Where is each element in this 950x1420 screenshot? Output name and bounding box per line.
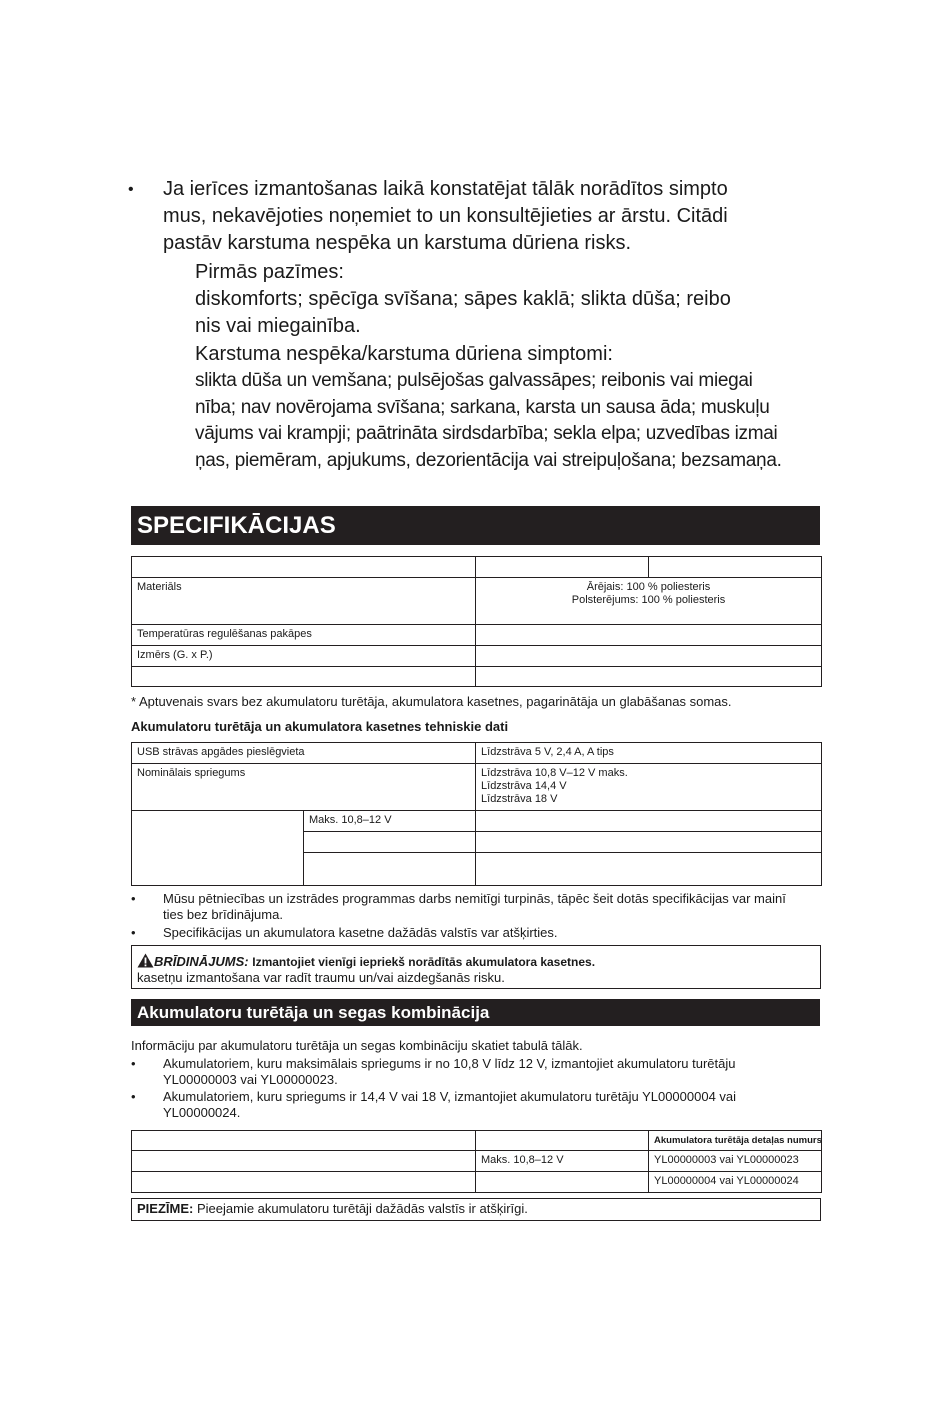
voltage-value-line: Līdzstrāva 10,8 V–12 V maks.: [481, 767, 628, 779]
intro-line: mus, nekavējoties noņemiet to un konsultējieties ar ārstu. Citādi: [163, 205, 728, 227]
table-cell: [132, 557, 476, 578]
table-row: [132, 1151, 822, 1172]
table-cell: [476, 667, 822, 687]
list-item-line: Akumulatoriem, kuru maksimālais spriegums ir no 10,8 V līdz 12 V, izmantojiet akumulatoru turētāju: [163, 1056, 736, 1071]
list-item-text: [163, 891, 821, 923]
first-signs-text: nis vai miegainība.: [195, 315, 361, 337]
table-cell: [132, 667, 476, 687]
weight-note: * Aptuvenais svars bez akumulatoru turētāja, akumulatora kasetnes, pagarinātāja un glabāšanas somas.: [131, 694, 732, 709]
bullet: •: [131, 925, 136, 940]
bullet: •: [131, 891, 136, 906]
table-row: [132, 1172, 822, 1193]
temp-label: Temperatūras regulēšanas pakāpes: [132, 625, 476, 646]
list-item: [131, 925, 821, 941]
table-row: [132, 743, 822, 764]
combo-table: [131, 1130, 822, 1193]
material-outer: Ārējais: 100 % poliesteris: [586, 581, 711, 593]
table-cell: [304, 832, 476, 853]
table-cell: [649, 557, 822, 578]
bullet: •: [131, 1056, 136, 1071]
symptoms-line: nība; nav novērojama svīšana; sarkana, karsta un sausa āda; muskuļu: [195, 396, 770, 418]
list-item-text: [163, 1089, 821, 1121]
table-row: [132, 764, 822, 811]
list-item-line: YL00000003 vai YL00000023.: [163, 1072, 338, 1087]
table-cell: [132, 1151, 476, 1172]
warning-text: kasetņu izmantošana var radīt traumu un/vai aizdegšanās risku.: [137, 970, 505, 985]
list-item-text: Specifikācijas un akumulatora kasetne dažādās valstīs var atšķirties.: [163, 925, 558, 940]
first-signs-text: diskomforts; spēcīga svīšana; sāpes kaklā; slikta dūša; reibo: [195, 288, 731, 310]
bullet: •: [131, 1089, 136, 1104]
table-cell: [476, 625, 822, 646]
voltage-label: Nominālais spriegums: [132, 764, 476, 811]
intro-paragraph: [163, 176, 823, 257]
symptoms-label: Karstuma nespēka/karstuma dūriena simptomi:: [195, 343, 613, 365]
list-item-line: Mūsu pētniecības un izstrādes programmas darbs nemitīgi turpinās, tāpēc šeit dotās specifikācijas var mainī: [163, 891, 786, 906]
material-value: [476, 578, 822, 625]
symptoms-text: [195, 368, 835, 474]
list-item: [131, 1089, 821, 1121]
table-row: [132, 646, 822, 667]
table-cell: [476, 646, 822, 667]
table-row: [132, 667, 822, 687]
table-cell: [476, 557, 649, 578]
list-item-line: ties bez brīdinājuma.: [163, 907, 283, 922]
list-item-line: Akumulatoriem, kuru spriegums ir 14,4 V vai 18 V, izmantojiet akumulatoru turētāju YL00000004 vai: [163, 1089, 737, 1104]
list-item-text: [163, 1056, 821, 1088]
table-row: [132, 557, 822, 578]
max-voltage-label: Maks. 10,8–12 V: [476, 1151, 649, 1172]
list-item: [131, 891, 821, 923]
symptoms-line: slikta dūša un vemšana; pulsējošas galvassāpes; reibonis vai miegai: [195, 370, 753, 391]
warning-label: BRĪDINĀJUMS:: [154, 954, 249, 969]
usb-value: Līdzstrāva 5 V, 2,4 A, A tips: [476, 743, 822, 764]
battery-table: [131, 742, 822, 886]
note-label: PIEZĪME:: [137, 1201, 194, 1216]
list-item-line: YL00000024.: [163, 1105, 241, 1120]
table-cell: [476, 853, 822, 886]
table-cell: [132, 1131, 476, 1151]
symptoms-line: vājums vai krampji; paātrināta sirdsdarbība; sekla elpa; uzvedības izmai: [195, 423, 778, 444]
table-cell: [476, 1131, 649, 1151]
table-cell: [476, 811, 822, 832]
warning-bold-text: Izmantojiet vienīgi iepriekš norādītās akumulatora kasetnes.: [252, 955, 596, 969]
table-row: [132, 578, 822, 625]
table-cell: [476, 1172, 649, 1193]
spec-table: [131, 556, 822, 687]
material-label: Materiāls: [132, 578, 476, 625]
usb-label: USB strāvas apgādes pieslēgvieta: [132, 743, 476, 764]
intro-line: pastāv karstuma nespēka un karstuma dūriena risks.: [163, 232, 631, 254]
combo-title: Akumulatoru turētāja un segas kombinācija: [131, 999, 820, 1026]
bullet: •: [128, 181, 134, 198]
voltage-value-line: Līdzstrāva 18 V: [481, 793, 558, 805]
table-cell: [476, 832, 822, 853]
voltage-value: [476, 764, 822, 811]
intro-line: Ja ierīces izmantošanas laikā konstatējat tālāk norādītos simpto: [163, 178, 728, 200]
table-row: [132, 1131, 822, 1151]
part-number: YL00000003 vai YL00000023: [649, 1151, 822, 1172]
table-cell: [132, 811, 304, 886]
table-cell: [304, 853, 476, 886]
note-line: [137, 1201, 528, 1217]
table-cell: [132, 1172, 476, 1193]
material-filling: Polsterējums: 100 % poliesteris: [571, 594, 726, 606]
battery-heading: Akumulatoru turētāja un akumulatora kasetnes tehniskie dati: [131, 719, 509, 734]
first-signs-label: Pirmās pazīmes:: [195, 261, 344, 283]
table-row: [132, 811, 822, 832]
max-voltage-label: Maks. 10,8–12 V: [304, 811, 476, 832]
part-number-header: Akumulatora turētāja detaļas numurs: [649, 1131, 822, 1151]
note-box: [131, 1198, 821, 1221]
list-item: [131, 1056, 821, 1088]
combo-intro: Informāciju par akumulatoru turētāja un segas kombināciju skatiet tabulā tālāk.: [131, 1038, 583, 1053]
part-number: YL00000004 vai YL00000024: [649, 1172, 822, 1193]
first-signs: [195, 259, 825, 340]
symptoms-line: ņas, piemēram, apjukums, dezorientācija vai streipuļošana; bezsamaņa.: [195, 449, 782, 471]
voltage-value-line: Līdzstrāva 14,4 V: [481, 780, 567, 792]
size-label: Izmērs (G. x P.): [132, 646, 476, 667]
table-row: [132, 625, 822, 646]
warning-box: [131, 945, 821, 989]
spec-title: SPECIFIKĀCIJAS: [131, 506, 820, 545]
note-text: Pieejamie akumulatoru turētāji dažādās valstīs ir atšķirīgi.: [196, 1201, 528, 1216]
